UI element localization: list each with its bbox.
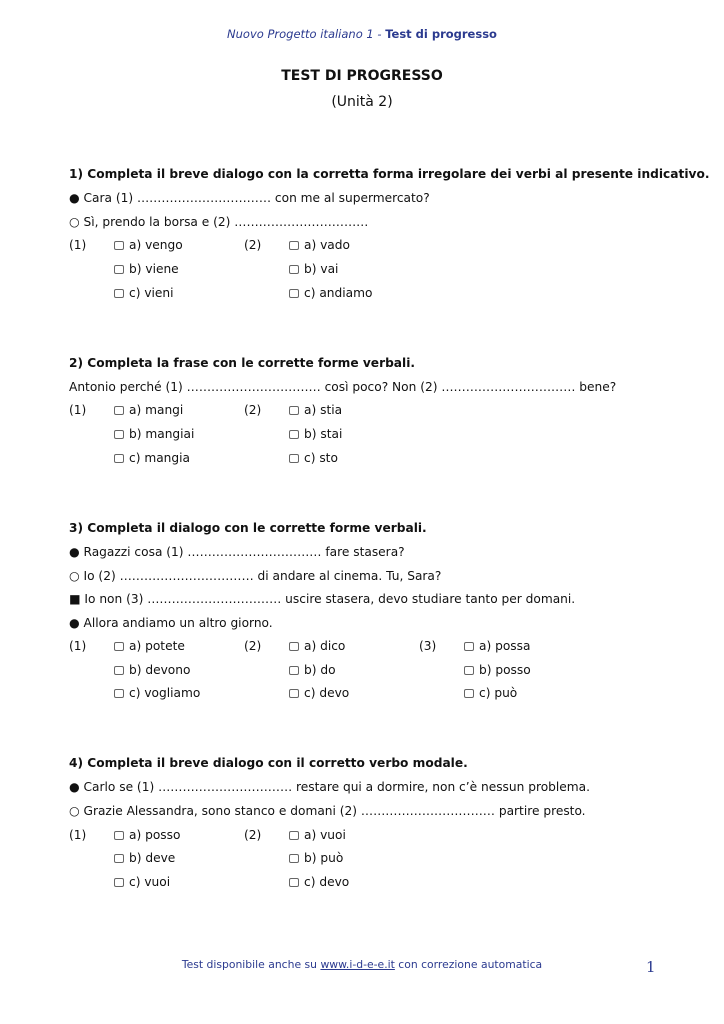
q3-g2-option-a[interactable] [289,639,345,653]
option-label: a) vado [304,238,350,252]
page-title: TEST DI PROGRESSO [281,68,443,84]
page-header [0,27,724,41]
q1-line-1: ● Cara (1) …………………………… con me al supermercato? [69,191,430,205]
q4-g2-option-c[interactable] [289,875,349,889]
q3-g1-option-c[interactable] [114,686,200,700]
q4-g1-option-a[interactable] [114,828,180,842]
option-label: c) vuoi [129,875,171,889]
checkbox-icon[interactable] [464,666,474,675]
option-label: c) vieni [129,286,174,300]
checkbox-icon[interactable] [289,854,299,863]
checkbox-icon[interactable] [114,265,124,274]
option-label: c) sto [304,451,338,465]
option-label: c) vogliamo [129,686,201,700]
q3-g1-option-b[interactable] [114,663,190,677]
q4-line-2: ○ Grazie Alessandra, sono stanco e domani (2) …………………………… partire presto. [69,804,586,818]
option-label: b) do [304,663,336,677]
q2-g1-option-c[interactable] [114,451,190,465]
q4-g2-option-b[interactable] [289,851,343,865]
checkbox-icon[interactable] [114,406,124,415]
q4-g2-option-a[interactable] [289,828,346,842]
page-footer [0,958,724,971]
checkbox-icon[interactable] [114,642,124,651]
checkbox-icon[interactable] [114,430,124,439]
checkbox-icon[interactable] [289,430,299,439]
checkbox-icon[interactable] [289,666,299,675]
q3-line-4: ● Allora andiamo un altro giorno. [69,616,273,630]
q4-group-2-number: (2) [244,828,262,842]
checkbox-icon[interactable] [289,642,299,651]
q1-g2-option-a[interactable] [289,238,350,252]
option-label: a) stia [304,403,343,417]
q3-line-3: ■ Io non (3) …………………………… uscire stasera, devo studiare tanto per domani. [69,592,576,606]
q1-g1-option-a[interactable] [114,238,183,252]
checkbox-icon[interactable] [114,878,124,887]
checkbox-icon[interactable] [289,878,299,887]
q4-g1-option-b[interactable] [114,851,175,865]
checkbox-icon[interactable] [289,831,299,840]
option-label: b) viene [129,262,179,276]
q3-group-3-number: (3) [419,639,437,653]
checkbox-icon[interactable] [114,241,124,250]
checkbox-icon[interactable] [289,454,299,463]
option-label: b) stai [304,427,343,441]
header-separator: - [373,27,386,41]
option-label: b) vai [304,262,339,276]
q3-line-2: ○ Io (2) …………………………… di andare al cinema. Tu, Sara? [69,569,442,583]
q3-group-1-number: (1) [69,639,87,653]
option-label: a) dico [304,639,346,653]
option-label: b) può [304,851,344,865]
q4-title: 4) Completa il breve dialogo con il corretto verbo modale. [69,756,468,770]
q2-group-1-number: (1) [69,403,87,417]
q2-title: 2) Completa la frase con le corrette forme verbali. [69,356,416,370]
option-label: c) può [479,686,518,700]
checkbox-icon[interactable] [289,406,299,415]
q4-line-1: ● Carlo se (1) …………………………… restare qui a dormire, non c’è nessun problema. [69,780,591,794]
option-label: c) devo [304,875,350,889]
header-book: Nuovo Progetto italiano 1 [227,27,374,41]
q3-g3-option-c[interactable] [464,686,517,700]
header-section: Test di progresso [385,27,497,41]
q1-title: 1) Completa il breve dialogo con la corretta forma irregolare dei verbi al presente indicativo. [69,167,710,181]
checkbox-icon[interactable] [289,689,299,698]
q3-g3-option-a[interactable] [464,639,530,653]
q4-group-1-number: (1) [69,828,87,842]
q1-group-2-number: (2) [244,238,262,252]
option-label: a) potete [129,639,185,653]
q2-line-1: Antonio perché (1) …………………………… così poco? Non (2) …………………………… bene? [69,380,617,394]
q3-g2-option-c[interactable] [289,686,349,700]
footer-suffix: con correzione automatica [394,958,543,971]
footer-prefix: Test disponibile anche su [181,958,321,971]
checkbox-icon[interactable] [114,689,124,698]
checkbox-icon[interactable] [114,854,124,863]
option-label: a) vuoi [304,828,346,842]
checkbox-icon[interactable] [289,241,299,250]
q2-g1-option-b[interactable] [114,427,194,441]
checkbox-icon[interactable] [464,642,474,651]
q2-group-2-number: (2) [244,403,262,417]
option-label: b) deve [129,851,176,865]
q1-g1-option-b[interactable] [114,262,179,276]
option-label: a) vengo [129,238,183,252]
q3-g1-option-a[interactable] [114,639,185,653]
checkbox-icon[interactable] [114,666,124,675]
checkbox-icon[interactable] [114,831,124,840]
option-label: a) possa [479,639,531,653]
q3-g2-option-b[interactable] [289,663,336,677]
option-label: a) mangi [129,403,184,417]
q2-g2-option-a[interactable] [289,403,342,417]
q1-g2-option-b[interactable] [289,262,338,276]
option-label: b) mangiai [129,427,195,441]
q1-g2-option-c[interactable] [289,286,372,300]
option-label: c) andiamo [304,286,373,300]
page-subtitle: (Unità 2) [331,94,393,110]
option-label: a) posso [129,828,181,842]
checkbox-icon[interactable] [289,289,299,298]
footer-link[interactable]: www.i-d-e-e.it [320,958,395,971]
checkbox-icon[interactable] [114,454,124,463]
option-label: b) devono [129,663,191,677]
option-label: c) devo [304,686,350,700]
q3-line-1: ● Ragazzi cosa (1) …………………………… fare stasera? [69,545,405,559]
option-label: b) posso [479,663,531,677]
q2-g2-option-c[interactable] [289,451,338,465]
q1-group-1-number: (1) [69,238,87,252]
q4-g1-option-c[interactable] [114,875,170,889]
q1-g1-option-c[interactable] [114,286,174,300]
q3-title: 3) Completa il dialogo con le corrette forme verbali. [69,521,427,535]
checkbox-icon[interactable] [289,265,299,274]
checkbox-icon[interactable] [464,689,474,698]
q1-line-2: ○ Sì, prendo la borsa e (2) …………………………… [69,215,369,229]
checkbox-icon[interactable] [114,289,124,298]
q3-g3-option-b[interactable] [464,663,531,677]
option-label: c) mangia [129,451,190,465]
q2-g1-option-a[interactable] [114,403,183,417]
page-number: 1 [646,958,656,976]
q3-group-2-number: (2) [244,639,262,653]
q2-g2-option-b[interactable] [289,427,342,441]
